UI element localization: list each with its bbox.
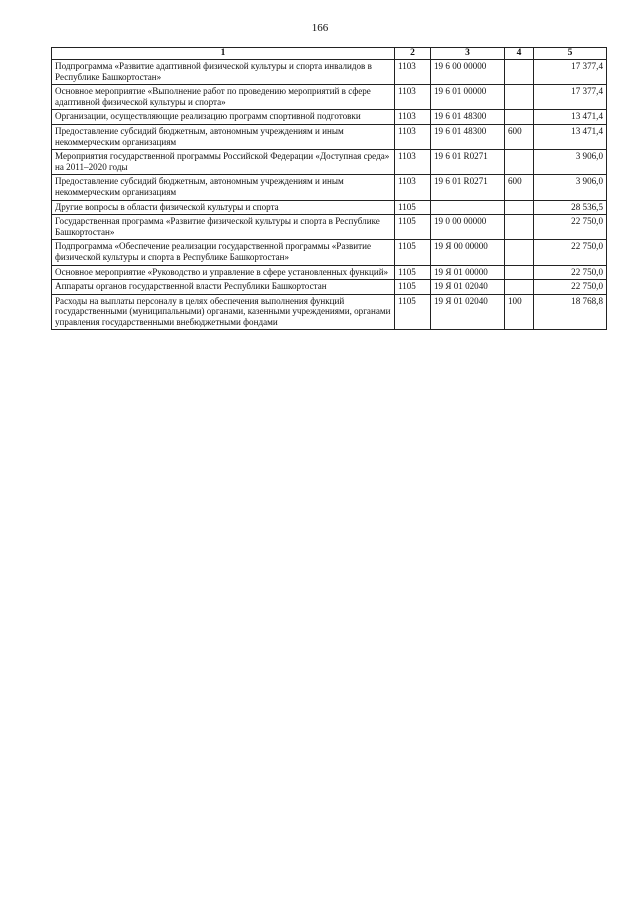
table-body [52, 60, 607, 330]
table-header [52, 48, 607, 60]
row-name: Подпрограмма «Обеспечение реализации государственной программы «Развитие физической культуры и спорта в Республике Башкортостан» [52, 240, 395, 265]
table-row [52, 294, 607, 330]
row-target: 19 Я 01 00000 [431, 265, 505, 280]
row-name: Мероприятия государственной программы Российской Федерации «Доступная среда» на 2011–2020 годы [52, 150, 395, 175]
row-name: Аппараты органов государственной власти Республики Башкортостан [52, 280, 395, 295]
row-target: 19 Я 01 02040 [431, 280, 505, 295]
header-amount: 5 [534, 48, 607, 60]
row-type: 100 [505, 294, 534, 330]
row-amount: 22 750,0 [534, 240, 607, 265]
row-amount: 3 906,0 [534, 175, 607, 200]
table-row [52, 280, 607, 295]
row-type [505, 85, 534, 110]
row-amount: 13 471,4 [534, 110, 607, 125]
row-type [505, 240, 534, 265]
row-name: Основное мероприятие «Руководство и управление в сфере установленных функций» [52, 265, 395, 280]
row-name: Расходы на выплаты персоналу в целях обеспечения выполнения функций государственными (муниципальными) органами, казенными учреждениями, органами управления государственными внебюджетными фондами [52, 294, 395, 330]
row-name: Основное мероприятие «Выполнение работ по проведению мероприятий в сфере адаптивной физической культуры и спорта» [52, 85, 395, 110]
row-target: 19 6 01 R0271 [431, 175, 505, 200]
row-name: Другие вопросы в области физической культуры и спорта [52, 200, 395, 215]
row-name: Предоставление субсидий бюджетным, автономным учреждениям и иным некоммерческим организациям [52, 124, 395, 149]
row-section: 1105 [395, 280, 431, 295]
row-section: 1103 [395, 124, 431, 149]
row-section: 1105 [395, 215, 431, 240]
budget-table [51, 47, 607, 330]
row-name: Государственная программа «Развитие физической культуры и спорта в Республике Башкортостан» [52, 215, 395, 240]
row-target [431, 200, 505, 215]
row-name: Организации, осуществляющие реализацию программ спортивной подготовки [52, 110, 395, 125]
row-type [505, 110, 534, 125]
row-type: 600 [505, 124, 534, 149]
table-row [52, 85, 607, 110]
row-section: 1103 [395, 175, 431, 200]
header-type: 4 [505, 48, 534, 60]
table-row [52, 265, 607, 280]
row-amount: 18 768,8 [534, 294, 607, 330]
row-type [505, 215, 534, 240]
row-target: 19 6 01 00000 [431, 85, 505, 110]
row-type [505, 60, 534, 85]
row-amount: 22 750,0 [534, 265, 607, 280]
table-row [52, 110, 607, 125]
row-section: 1103 [395, 150, 431, 175]
row-amount: 3 906,0 [534, 150, 607, 175]
header-target: 3 [431, 48, 505, 60]
row-amount: 28 536,5 [534, 200, 607, 215]
header-section: 2 [395, 48, 431, 60]
table-row [52, 200, 607, 215]
row-target: 19 Я 00 00000 [431, 240, 505, 265]
table-row [52, 175, 607, 200]
table-row [52, 240, 607, 265]
row-type [505, 280, 534, 295]
row-type [505, 265, 534, 280]
table-row [52, 215, 607, 240]
table-row [52, 60, 607, 85]
row-name: Подпрограмма «Развитие адаптивной физической культуры и спорта инвалидов в Республике Башкортостан» [52, 60, 395, 85]
row-name: Предоставление субсидий бюджетным, автономным учреждениям и иным некоммерческим организациям [52, 175, 395, 200]
row-type [505, 150, 534, 175]
row-target: 19 6 01 48300 [431, 124, 505, 149]
row-target: 19 0 00 00000 [431, 215, 505, 240]
row-amount: 13 471,4 [534, 124, 607, 149]
header-name: 1 [52, 48, 395, 60]
row-amount: 22 750,0 [534, 215, 607, 240]
row-section: 1103 [395, 110, 431, 125]
row-section: 1105 [395, 294, 431, 330]
row-section: 1103 [395, 85, 431, 110]
row-target: 19 6 00 00000 [431, 60, 505, 85]
row-target: 19 6 01 48300 [431, 110, 505, 125]
row-section: 1103 [395, 60, 431, 85]
row-type: 600 [505, 175, 534, 200]
row-section: 1105 [395, 200, 431, 215]
table-row [52, 124, 607, 149]
row-target: 19 6 01 R0271 [431, 150, 505, 175]
row-amount: 17 377,4 [534, 85, 607, 110]
row-section: 1105 [395, 265, 431, 280]
row-amount: 22 750,0 [534, 280, 607, 295]
row-type [505, 200, 534, 215]
header-row [52, 48, 607, 60]
row-amount: 17 377,4 [534, 60, 607, 85]
table-row [52, 150, 607, 175]
row-target: 19 Я 01 02040 [431, 294, 505, 330]
page-number: 166 [311, 22, 329, 34]
row-section: 1105 [395, 240, 431, 265]
